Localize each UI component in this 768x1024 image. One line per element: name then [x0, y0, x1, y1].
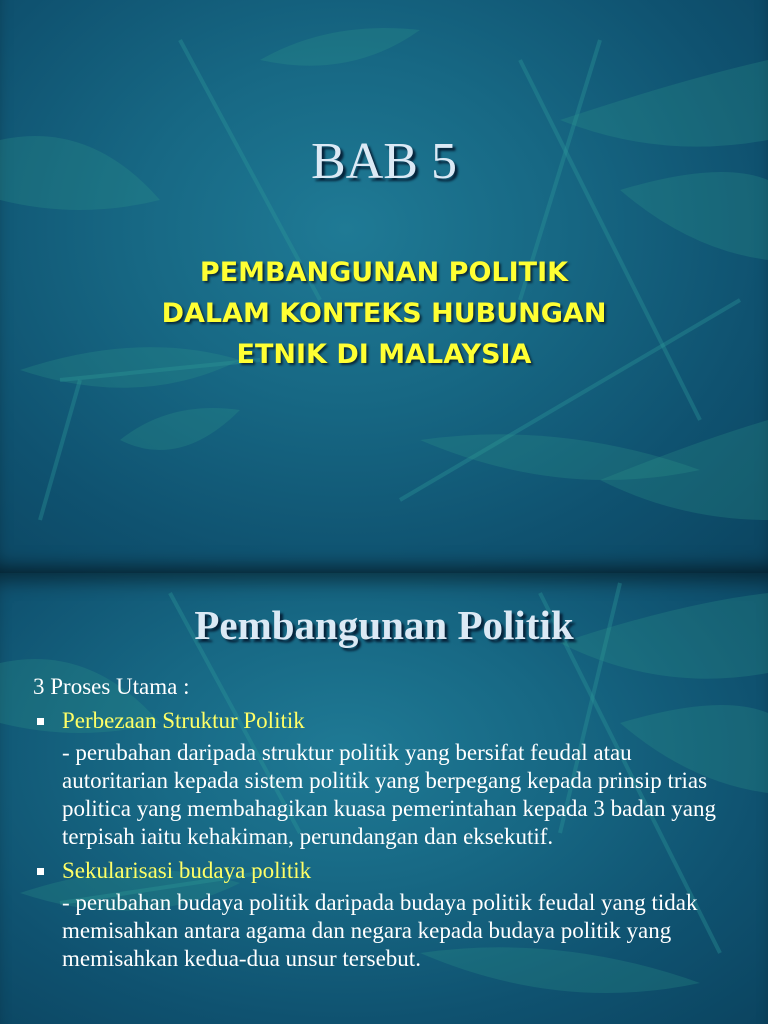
slide-title: BAB 5: [311, 133, 457, 190]
bullet-item: [33, 857, 733, 885]
subtitle-line: PEMBANGUNAN POLITIK: [199, 257, 569, 288]
bullet-item: [33, 707, 733, 735]
slide-title: Pembangunan Politik: [194, 602, 574, 648]
bullet-description: - perubahan daripada struktur politik yang bersifat feudal atau autoritarian kepada sistem politik yang berpegang kepada prinsip trias politica yang membahagikan kuasa pemerintahan kepada 3 badan yang terpisah iaitu kehakiman, perundangan dan eksekutif.: [62, 740, 716, 849]
slide-body: [33, 673, 733, 979]
bullet-label: Perbezaan Struktur Politik: [62, 708, 305, 733]
bullet-label: Sekularisasi budaya politik: [62, 858, 312, 883]
subtitle-line: ETNIK DI MALAYSIA: [236, 339, 532, 370]
square-bullet-icon: [37, 718, 44, 725]
subtitle-line: DALAM KONTEKS HUBUNGAN: [161, 298, 607, 329]
slide-subtitle: [0, 252, 768, 375]
content-slide: [0, 573, 768, 1024]
square-bullet-icon: [37, 868, 44, 875]
intro-text: 3 Proses Utama :: [33, 674, 190, 699]
bullet-description: - perubahan budaya politik daripada budaya politik feudal yang tidak memisahkan antara agama dan negara kepada budaya politik yang memisahkan kedua-dua unsur tersebut.: [62, 890, 698, 971]
